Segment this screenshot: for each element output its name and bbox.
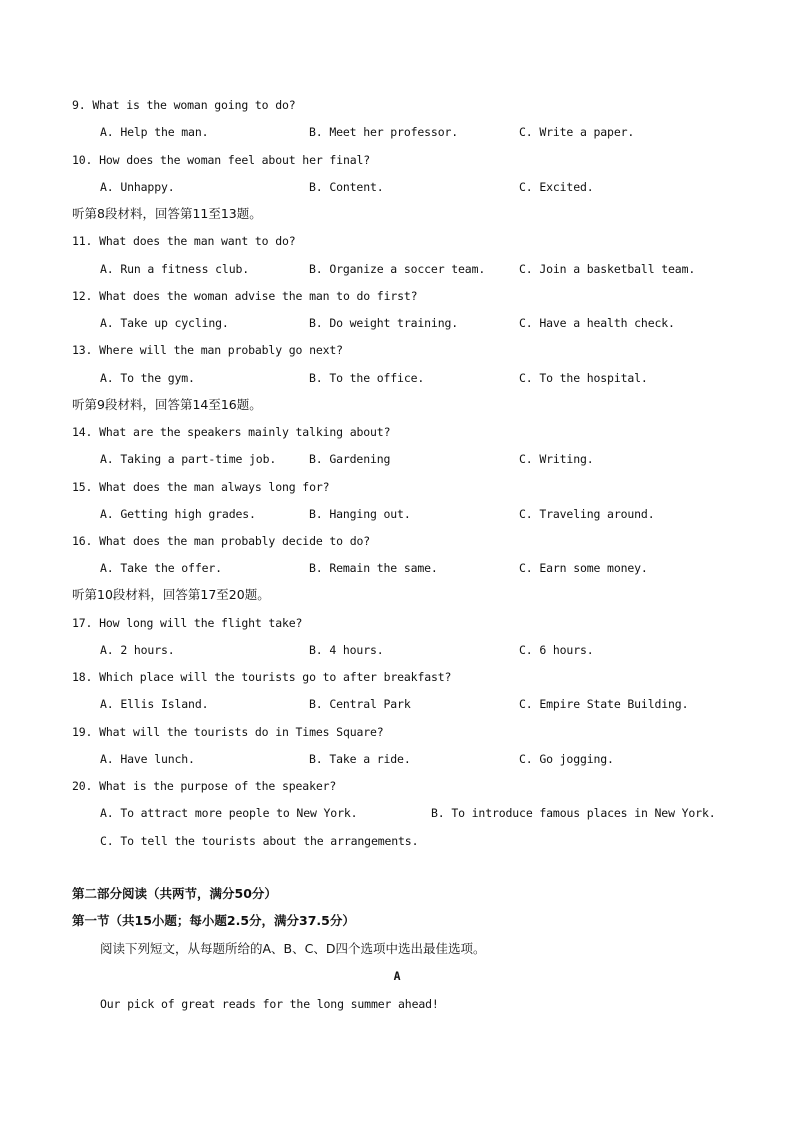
- option-b: B. Content.: [309, 180, 384, 194]
- passage-label: A: [393, 969, 401, 983]
- option-a: A. Getting high grades.: [100, 507, 256, 521]
- option-c: C. Writing.: [519, 452, 594, 466]
- option-c: C. To tell the tourists about the arrangements.: [100, 834, 419, 848]
- option-b: B. Central Park: [309, 697, 411, 711]
- option-b: B. Take a ride.: [309, 752, 411, 766]
- question-stem: 17. How long will the flight take?: [72, 616, 303, 630]
- option-a: A. To attract more people to New York.: [100, 806, 358, 820]
- option-b: B. Hanging out.: [309, 507, 411, 521]
- listening-instruction: 听第10段材料，回答第17至20题。: [72, 587, 270, 602]
- option-c: C. Earn some money.: [519, 561, 648, 575]
- option-c: C. Empire State Building.: [519, 697, 689, 711]
- option-b: B. Meet her professor.: [309, 125, 459, 139]
- question-stem: 10. How does the woman feel about her final?: [72, 153, 371, 167]
- question-stem: 16. What does the man probably decide to do?: [72, 534, 371, 548]
- option-c: C. Go jogging.: [519, 752, 614, 766]
- section-heading: 第一节（共15小题；每小题2.5分，满分37.5分）: [72, 913, 355, 928]
- question-stem: 11. What does the man want to do?: [72, 234, 296, 248]
- question-stem: 18. Which place will the tourists go to after breakfast?: [72, 670, 452, 684]
- option-a: A. Help the man.: [100, 125, 209, 139]
- option-b: B. Do weight training.: [309, 316, 459, 330]
- question-stem: 15. What does the man always long for?: [72, 480, 330, 494]
- option-b: B. Remain the same.: [309, 561, 438, 575]
- option-c: C. Excited.: [519, 180, 594, 194]
- option-a: A. Ellis Island.: [100, 697, 209, 711]
- option-a: A. To the gym.: [100, 371, 195, 385]
- option-a: A. 2 hours.: [100, 643, 175, 657]
- option-c: C. To the hospital.: [519, 371, 648, 385]
- listening-instruction: 听第8段材料，回答第11至13题。: [72, 206, 262, 221]
- option-c: C. Join a basketball team.: [519, 262, 696, 276]
- option-a: A. Run a fitness club.: [100, 262, 250, 276]
- question-stem: 13. Where will the man probably go next?: [72, 343, 343, 357]
- question-stem: 9. What is the woman going to do?: [72, 98, 296, 112]
- part-heading: 第二部分阅读（共两节，满分50分）: [72, 886, 277, 901]
- passage-first-line: Our pick of great reads for the long summer ahead!: [100, 997, 439, 1011]
- directions: 阅读下列短文，从每题所给的A、B、C、D四个选项中选出最佳选项。: [100, 941, 486, 956]
- question-stem: 12. What does the woman advise the man to do first?: [72, 289, 418, 303]
- option-c: C. Write a paper.: [519, 125, 635, 139]
- option-c: C. Have a health check.: [519, 316, 675, 330]
- option-a: A. Unhappy.: [100, 180, 175, 194]
- option-b: B. Gardening: [309, 452, 391, 466]
- question-stem: 14. What are the speakers mainly talking about?: [72, 425, 391, 439]
- listening-instruction: 听第9段材料，回答第14至16题。: [72, 397, 262, 412]
- option-c: C. 6 hours.: [519, 643, 594, 657]
- option-a: A. Taking a part-time job.: [100, 452, 277, 466]
- option-b: B. To introduce famous places in New York.: [431, 806, 716, 820]
- question-stem: 20. What is the purpose of the speaker?: [72, 779, 337, 793]
- option-b: B. To the office.: [309, 371, 425, 385]
- option-b: B. Organize a soccer team.: [309, 262, 486, 276]
- option-c: C. Traveling around.: [519, 507, 655, 521]
- question-stem: 19. What will the tourists do in Times Square?: [72, 725, 384, 739]
- option-a: A. Take the offer.: [100, 561, 222, 575]
- option-b: B. 4 hours.: [309, 643, 384, 657]
- option-a: A. Have lunch.: [100, 752, 195, 766]
- option-a: A. Take up cycling.: [100, 316, 229, 330]
